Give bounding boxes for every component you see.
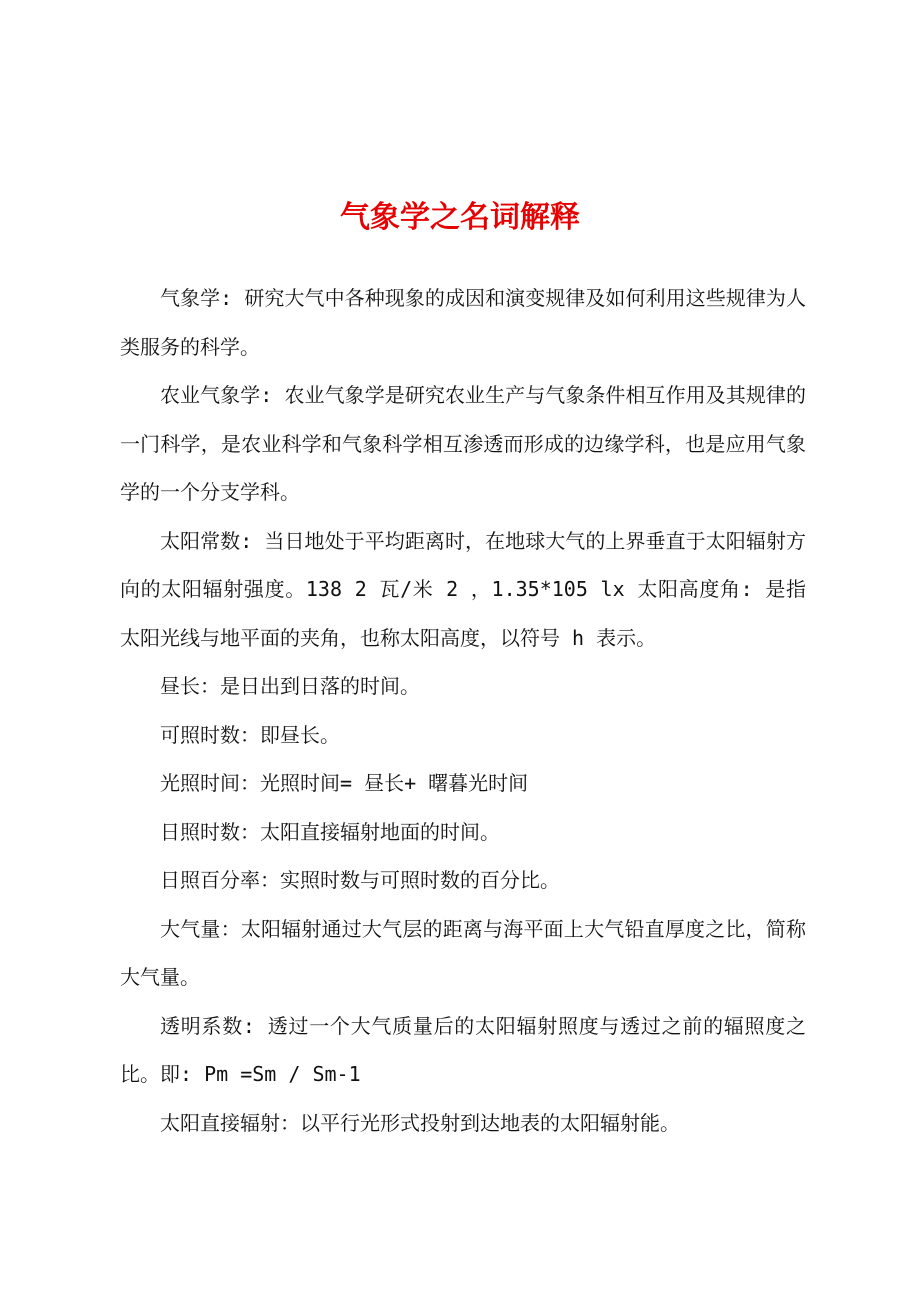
paragraph-air-mass: 大气量：太阳辐射通过大气层的距离与海平面上大气铅直厚度之比，简称大气量。 bbox=[120, 916, 806, 989]
paragraph-solar-constant: 太阳常数: 当日地处于平均距离时，在地球大气的上界垂直于太阳辐射方向的太阳辐射强度。138 2 瓦/米 2 ，1.35*105 lx 太阳高度角: 是指太阳光线与地平面的夹角，也称太阳高度，以符号 h 表示。 bbox=[120, 528, 806, 650]
document-body bbox=[120, 274, 806, 1147]
paragraph-agrometeorology: 农业气象学: 农业气象学是研究农业生产与气象条件相互作用及其规律的一门科学，是农业科学和气象科学相互渗透而形成的边缘学科，也是应用气象学的一个分支学科。 bbox=[120, 383, 806, 504]
paragraph-meteorology: 气象学: 研究大气中各种现象的成因和演变规律及如何利用这些规律为人类服务的科学。 bbox=[120, 286, 806, 359]
paragraph-possible-sunshine-hours: 可照时数：即昼长。 bbox=[160, 722, 340, 747]
paragraph-day-length: 昼长：是日出到日落的时间。 bbox=[160, 674, 420, 698]
paragraph-sunshine-duration: 日照时数：太阳直接辐射地面的时间。 bbox=[160, 819, 500, 844]
paragraph-sunshine-percentage: 日照百分率：实照时数与可照时数的百分比。 bbox=[160, 868, 560, 892]
paragraph-direct-solar-radiation: 太阳直接辐射：以平行光形式投射到达地表的太阳辐射能。 bbox=[160, 1110, 680, 1135]
page-title: 气象学之名词解释 bbox=[340, 200, 580, 235]
paragraph-transparency-coefficient: 透明系数: 透过一个大气质量后的太阳辐射照度与透过之前的辐照度之比。即: Pm =Sm / Sm-1 bbox=[120, 1013, 806, 1086]
paragraph-illumination-time: 光照时间：光照时间= 昼长+ 曙暮光时间 bbox=[160, 771, 529, 795]
